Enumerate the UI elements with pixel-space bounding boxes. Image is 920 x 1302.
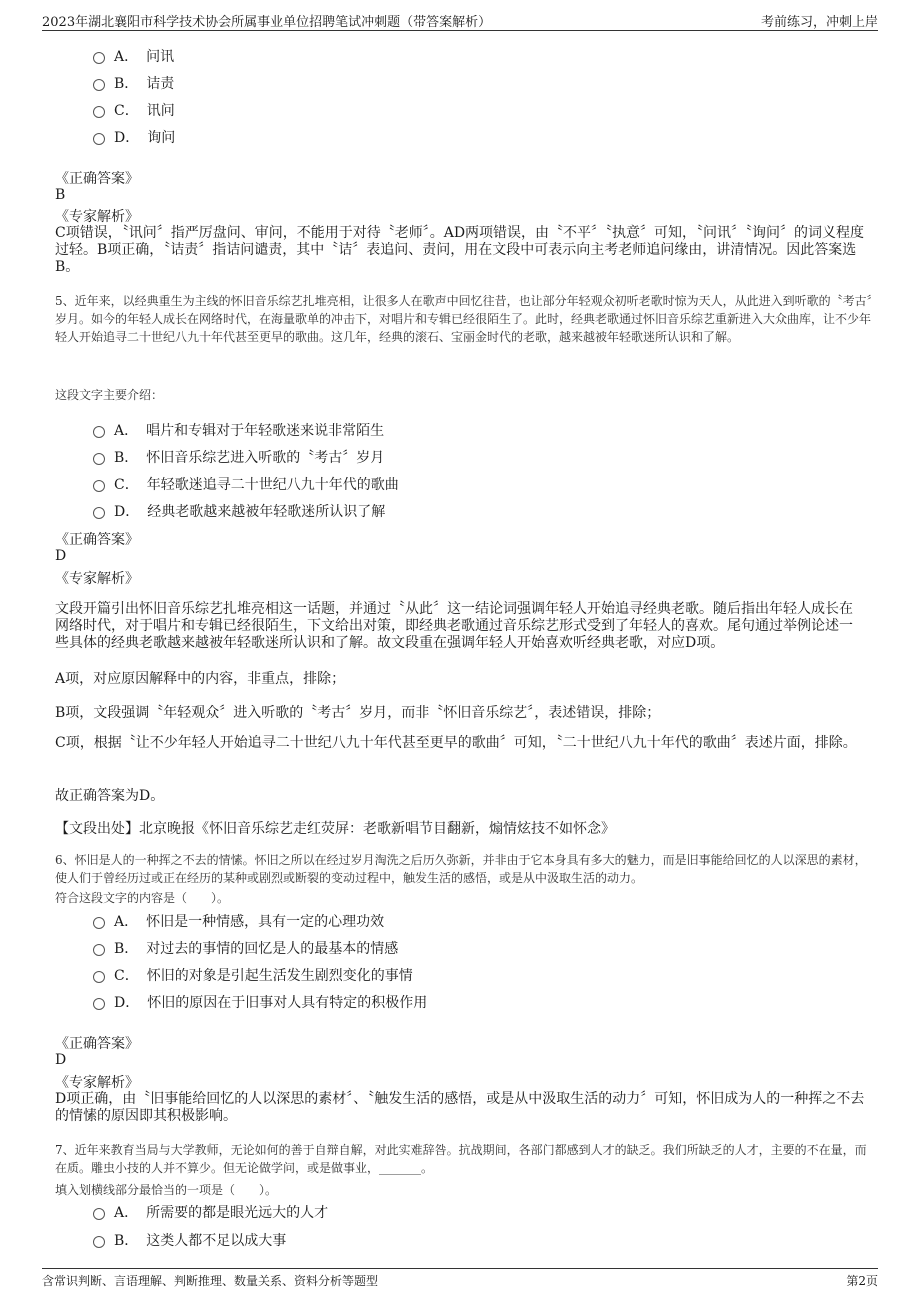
q5-analysis-option-b: B项，文段强调〝年轻观众〞进入听歌的〝考古〞岁月，而非〝怀旧音乐综艺〞，表述错误，排除； [55, 705, 661, 721]
radio-icon[interactable] [93, 133, 105, 145]
q4-option-a[interactable]: A． 问讯 [93, 46, 174, 66]
q5-source: 【文段出处】北京晚报《怀旧音乐综艺走红荧屏：老歌新唱节目翻新，煽情炫技不如怀念》 [55, 821, 615, 837]
q6-answer: D [55, 1052, 67, 1068]
header-divider [42, 30, 878, 31]
q4-analysis-label: 《专家解析》 [55, 209, 139, 225]
radio-icon[interactable] [93, 79, 105, 91]
q5-prompt: 这段文字主要介绍： [55, 388, 164, 402]
q4-option-b[interactable]: B． 诘责 [93, 73, 174, 93]
q6-analysis-label: 《专家解析》 [55, 1075, 139, 1091]
q5-analysis-option-c: C项，根据〝让不少年轻人开始追寻二十世纪八九十年代甚至更早的歌曲〞可知，〝二十世纪八九十年代的歌曲〞表述片面，排除。 [55, 735, 857, 751]
radio-icon[interactable] [93, 106, 105, 118]
q5-option-d[interactable]: D． 经典老歌越来越被年轻歌迷所认识了解 [93, 501, 385, 521]
q5-answer: D [55, 548, 67, 564]
radio-icon[interactable] [93, 1236, 105, 1248]
q6-option-b[interactable]: B． 对过去的事情的回忆是人的最基本的情感 [93, 938, 398, 958]
q4-answer: B [55, 187, 66, 203]
q4-option-c[interactable]: C． 讯问 [93, 100, 175, 120]
radio-icon[interactable] [93, 52, 105, 64]
q5-analysis-conclusion: 故正确答案为D。 [55, 788, 165, 804]
q5-analysis-label: 《专家解析》 [55, 571, 139, 587]
page-number: 第2页 [846, 1274, 878, 1288]
q4-analysis: C项错误，〝讯问〞指严厉盘问、审问，不能用于对待〝老师〞。AD两项错误，由〝不平〞〝执意〞可知，〝问讯〞〝询问〞的词义程度过轻。B项正确，〝诘责〞指诘问谴责，其中〝诘〞表追问、责问，用在文段中可表示向主考老师追问缘由，讲清情况。因此答案选B。 [55, 225, 865, 275]
radio-icon[interactable] [93, 507, 105, 519]
q5-option-b[interactable]: B． 怀旧音乐综艺进入听歌的〝考古〞岁月 [93, 447, 384, 467]
q4-option-d[interactable]: D． 询问 [93, 127, 175, 147]
footer-divider [42, 1268, 878, 1269]
q5-analysis-paragraph: 文段开篇引出怀旧音乐综艺扎堆亮相这一话题，并通过〝从此〞这一结论词强调年轻人开始追寻经典老歌。随后指出年轻人成长在网络时代，对于唱片和专辑已经很陌生，下文给出对策，即经典老歌通过音乐综艺形式受到了年轻人的喜欢。尾句通过举例论述一些具体的经典老歌越来越被年轻歌迷所认识和了解。故文段重在强调年轻人开始喜欢听经典老歌，对应D项。 [55, 601, 853, 651]
q6-stem: 6、怀旧是人的一种挥之不去的情愫。怀旧之所以在经过岁月淘洗之后历久弥新，并非由于它本身具有多大的魅力，而是旧事能给回忆的人以深思的素材，使人们于曾经历过或正在经历的某种或剧烈或断裂的变动过程中，触发生活的感悟，或是从中汲取生活的动力。 [55, 853, 867, 885]
q4-answer-label: 《正确答案》 [55, 171, 139, 187]
q5-answer-label: 《正确答案》 [55, 532, 139, 548]
q6-prompt: 符合这段文字的内容是（ ）。 [55, 891, 230, 905]
document-title: 2023年湖北襄阳市科学技术协会所属事业单位招聘笔试冲刺题（带答案解析） [42, 15, 492, 30]
radio-icon[interactable] [93, 944, 105, 956]
q7-prompt: 填入划横线部分最恰当的一项是（ ）。 [55, 1183, 278, 1197]
q7-option-b[interactable]: B． 这类人都不足以成大事 [93, 1230, 286, 1250]
q5-stem: 5、近年来，以经典重生为主线的怀旧音乐综艺扎堆亮相，让很多人在歌声中回忆往昔，也让部分年轻观众初听老歌时惊为天人，从此进入到听歌的〝考古〞岁月。如今的年轻人成长在网络时代，在海量歌单的冲击下，对唱片和专辑已经很陌生了。此时，经典老歌通过怀旧音乐综艺重新进入大众曲库，让不少年轻人开始追寻二十世纪八九十年代甚至更早的歌曲。这几年，经典的滚石、宝丽金时代的老歌，越来越被年轻歌迷所认识和了解。 [55, 294, 873, 344]
q6-option-a[interactable]: A． 怀旧是一种情感，具有一定的心理功效 [93, 911, 384, 931]
q6-answer-label: 《正确答案》 [55, 1036, 139, 1052]
radio-icon[interactable] [93, 971, 105, 983]
radio-icon[interactable] [93, 917, 105, 929]
q5-option-c[interactable]: C． 年轻歌迷追寻二十世纪八九十年代的歌曲 [93, 474, 399, 494]
radio-icon[interactable] [93, 453, 105, 465]
q5-analysis-option-a: A项，对应原因解释中的内容，非重点，排除； [55, 671, 346, 687]
radio-icon[interactable] [93, 1208, 105, 1220]
radio-icon[interactable] [93, 426, 105, 438]
q6-option-c[interactable]: C． 怀旧的对象是引起生活发生剧烈变化的事情 [93, 965, 413, 985]
radio-icon[interactable] [93, 480, 105, 492]
header-slogan: 考前练习，冲刺上岸 [760, 15, 878, 30]
q5-option-a[interactable]: A． 唱片和专辑对于年轻歌迷来说非常陌生 [93, 420, 384, 440]
q6-analysis: D项正确，由〝旧事能给回忆的人以深思的素材〞、〝触发生活的感悟，或是从中汲取生活的动力〞可知，怀旧成为人的一种挥之不去的情愫的原因即其积极影响。 [55, 1091, 865, 1124]
q7-option-a[interactable]: A． 所需要的都是眼光远大的人才 [93, 1202, 328, 1222]
page-header [0, 0, 920, 36]
q6-option-d[interactable]: D． 怀旧的原因在于旧事对人具有特定的积极作用 [93, 992, 427, 1012]
radio-icon[interactable] [93, 998, 105, 1010]
q7-stem: 7、近年来教育当局与大学教师，无论如何的善于自辩自解，对此实难辞咎。抗战期间，各部门都感到人才的缺乏。我们所缺乏的人才，主要的不在量，而在质。雕虫小技的人并不算少。但无论做学问，或是做事业，_______。 [55, 1143, 867, 1175]
footer-subjects: 含常识判断、言语理解、判断推理、数量关系、资料分析等题型 [42, 1274, 379, 1288]
